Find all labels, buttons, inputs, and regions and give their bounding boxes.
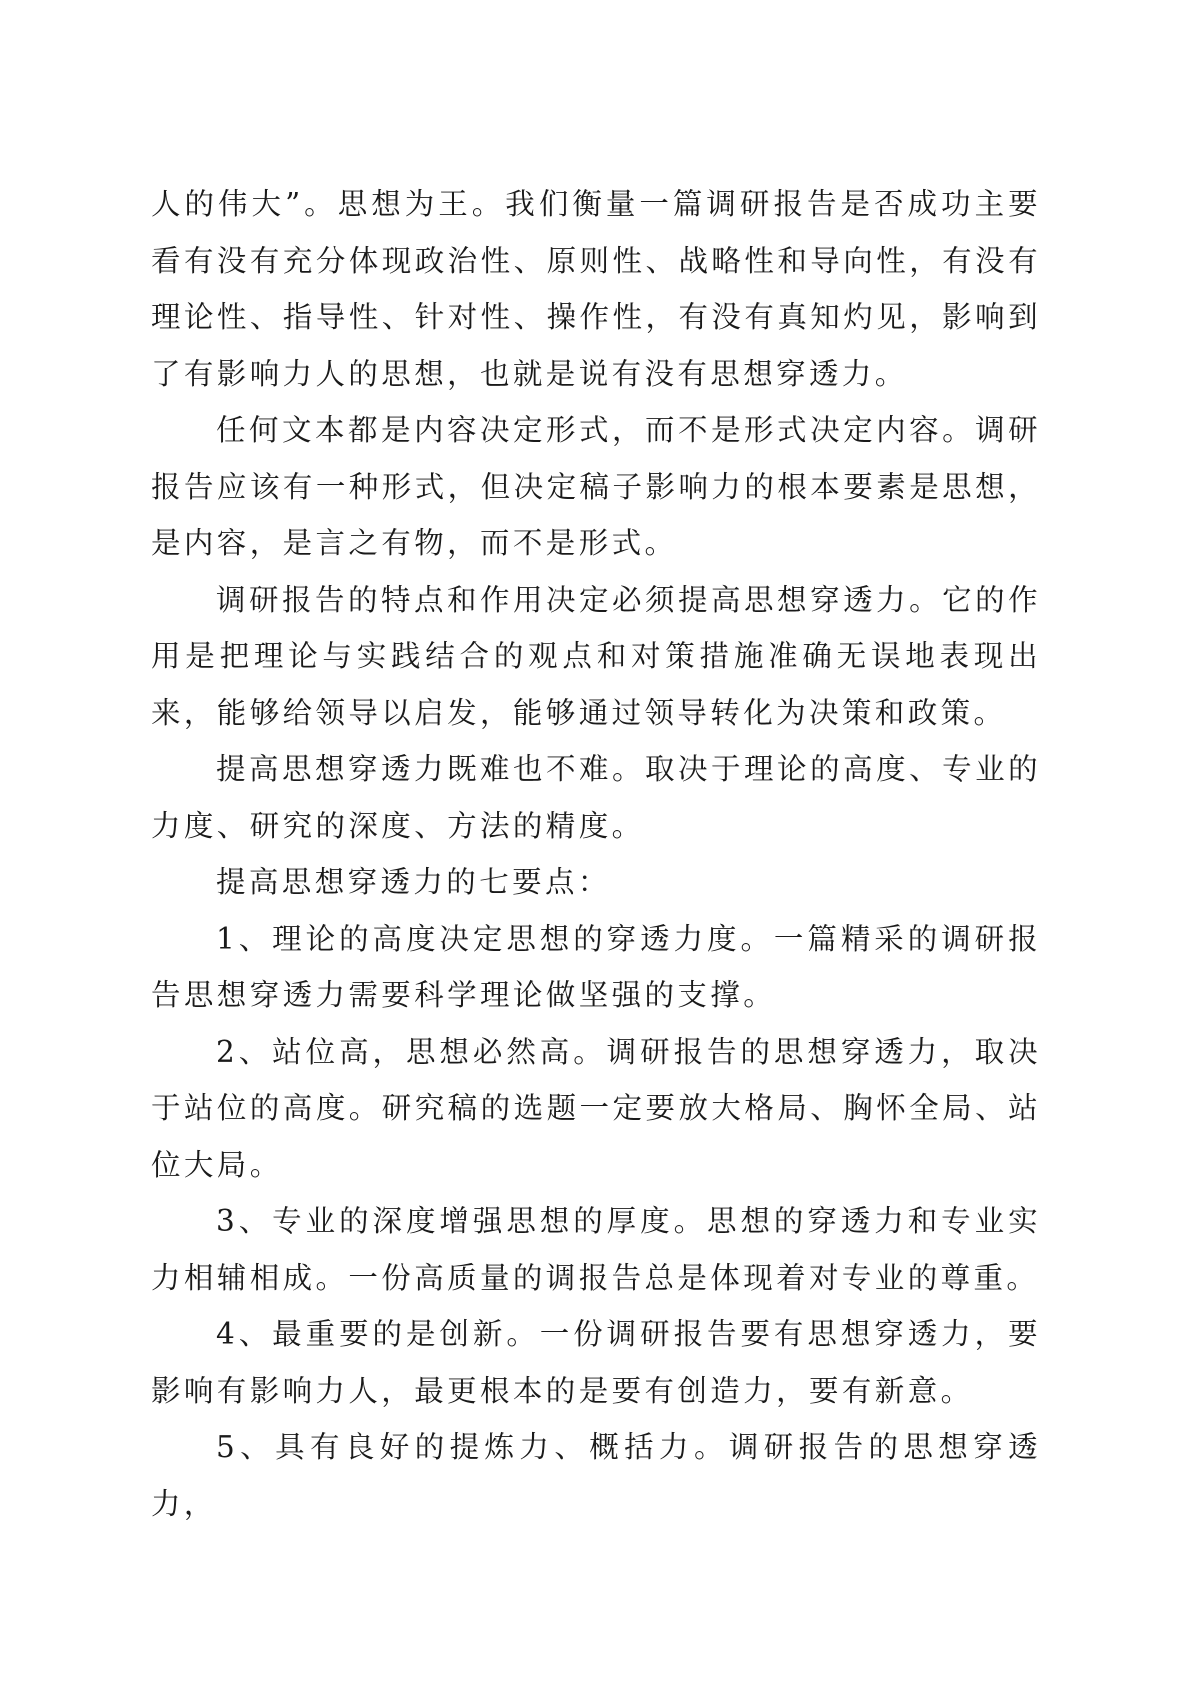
paragraph-1: 人的伟大”。思想为王。我们衡量一篇调研报告是否成功主要看有没有充分体现政治性、原则性、战略性和导向性，有没有理论性、指导性、针对性、操作性，有没有真知灼见，影响到了有影响力人的思想，也就是说有没有思想穿透力。 [151, 187, 1041, 391]
document-body [151, 176, 1041, 1532]
paragraph-3: 调研报告的特点和作用决定必须提高思想穿透力。它的作用是把理论与实践结合的观点和对策措施准确无误地表现出来，能够给领导以启发，能够通过领导转化为决策和政策。 [151, 582, 1041, 730]
list-item-3: 3、专业的深度增强思想的厚度。思想的穿透力和专业实力相辅相成。一份高质量的调报告总是体现着对专业的尊重。 [151, 1204, 1041, 1295]
list-item-2: 2、站位高，思想必然高。调研报告的思想穿透力，取决于站位的高度。研究稿的选题一定要放大格局、胸怀全局、站位大局。 [151, 1034, 1041, 1182]
list-item-1: 1、理论的高度决定思想的穿透力度。一篇精采的调研报告思想穿透力需要科学理论做坚强的支撑。 [151, 921, 1041, 1012]
paragraph-5: 提高思想穿透力的七要点： [216, 865, 611, 899]
list-item-4: 4、最重要的是创新。一份调研报告要有思想穿透力，要影响有影响力人，最更根本的是要有创造力，要有新意。 [151, 1317, 1041, 1408]
paragraph-2: 任何文本都是内容决定形式，而不是形式决定内容。调研报告应该有一种形式，但决定稿子影响力的根本要素是思想，是内容，是言之有物，而不是形式。 [151, 413, 1041, 560]
paragraph-4: 提高思想穿透力既难也不难。取决于理论的高度、专业的力度、研究的深度、方法的精度。 [151, 752, 1041, 843]
list-item-5: 5、具有良好的提炼力、概括力。调研报告的思想穿透力， [151, 1430, 1041, 1521]
